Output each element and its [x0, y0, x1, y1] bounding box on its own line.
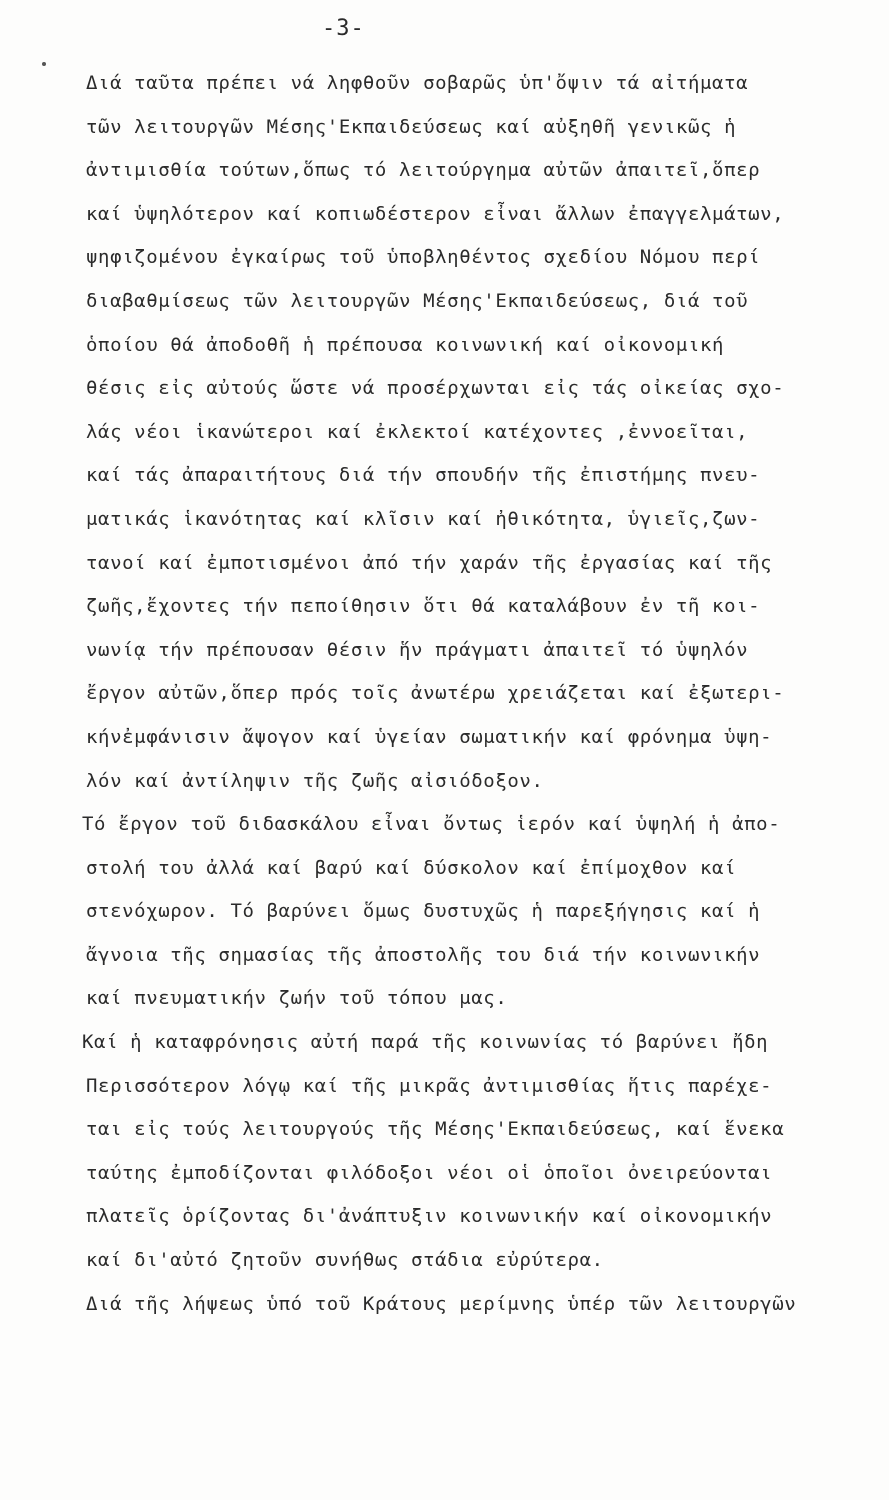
text-line: ται εἰς τούς λειτουργούς τῆς Μέσης'Εκπαιδεύσεως, καί ἕνεκα: [86, 1118, 785, 1141]
text-line: ταύτης ἐμποδίζονται φιλόδοξοι νέοι οἱ ὁποῖοι ὀνειρεύονται: [86, 1161, 773, 1184]
text-line: λάς νέοι ἱκανώτεροι καί ἐκλεκτοί κατέχοντες ,ἐννοεῖται,: [86, 420, 749, 443]
text-line: ἀντιμισθία τούτων,ὅπως τό λειτούργημα αὐτῶν ἀπαιτεῖ,ὅπερ: [86, 159, 761, 182]
paragraph-start-line: Τό ἔργον τοῦ διδασκάλου εἶναι ὄντως ἱερόν καί ὑψηλή ἡ ἀπο-: [82, 813, 781, 836]
text-line: ψηφιζομένου ἐγκαίρως τοῦ ὑποβληθέντος σχεδίου Νόμου περί: [86, 246, 761, 269]
text-line: καί τάς ἀπαραιτήτους διά τήν σπουδήν τῆς ἐπιστήμης πνευ-: [86, 464, 761, 487]
text-line: τῶν λειτουργῶν Μέσης'Εκπαιδεύσεως καί αὐξηθῆ γενικῶς ἡ: [86, 115, 737, 138]
text-line: ἔργον αὐτῶν,ὅπερ πρός τοῖς ἀνωτέρω χρειάζεται καί ἐξωτερι-: [86, 682, 785, 705]
paragraph-start-line: Διά τῆς λήψεως ὑπό τοῦ Κράτους μερίμνης ὑπέρ τῶν λειτουργῶν: [86, 1292, 797, 1315]
text-line: πλατεῖς ὁρίζοντας δι'ἀνάπτυξιν κοινωνικήν καί οἰκονομικήν: [86, 1205, 773, 1228]
text-line: τανοί καί ἐμποτισμένοι ἀπό τήν χαράν τῆς ἐργασίας καί τῆς: [86, 551, 773, 574]
paragraph-start-line: Καί ἡ καταφρόνησις αὐτή παρά τῆς κοινωνίας τό βαρύνει ἤδη: [82, 1031, 769, 1054]
text-line: λόν καί ἀντίληψιν τῆς ζωῆς αἰσιόδοξον.: [86, 769, 544, 792]
text-line: ἄγνοια τῆς σημασίας τῆς ἀποστολῆς του διά τήν κοινωνικήν: [86, 943, 761, 966]
text-line: καί ὑψηλότερον καί κοπιωδέστερον εἶναι ἄλλων ἐπαγγελμάτων,: [86, 202, 785, 225]
text-line: Περισσότερον λόγῳ καί τῆς μικρᾶς ἀντιμισθίας ἥτις παρέχε-: [86, 1074, 773, 1097]
text-line: θέσις εἰς αὐτούς ὥστε νά προσέρχωνται εἰς τάς οἰκείας σχο-: [86, 377, 785, 400]
text-line: Διά ταῦτα πρέπει νά ληφθοῦν σοβαρῶς ὑπ'ὄψιν τά αἰτήματα: [86, 72, 749, 94]
text-line: ματικάς ἱκανότητας καί κλῖσιν καί ἠθικότητα, ὑγιεῖς,ζων-: [86, 507, 761, 530]
text-line: νωνίᾳ τήν πρέπουσαν θέσιν ἥν πράγματι ἀπαιτεῖ τό ὑψηλόν: [86, 638, 749, 661]
text-line: κήνἐμφάνισιν ἄψογον καί ὑγείαν σωματικήν καί φρόνημα ὑψη-: [86, 725, 773, 748]
page-number: -3-: [322, 16, 365, 41]
text-line: διαβαθμίσεως τῶν λειτουργῶν Μέσης'Εκπαιδεύσεως, διά τοῦ: [86, 289, 749, 312]
margin-mark: [42, 62, 46, 66]
text-line: καί δι'αὐτό ζητοῦν συνήθως στάδια εὐρύτερα.: [86, 1249, 604, 1272]
text-line: ὁποίου θά ἀποδοθῆ ἡ πρέπουσα κοινωνική καί οἰκονομική: [86, 333, 725, 356]
text-line: στολή του ἀλλά καί βαρύ καί δύσκολον καί ἐπίμοχθον καί: [86, 856, 737, 879]
text-line: καί πνευματικήν ζωήν τοῦ τόπου μας.: [86, 987, 508, 1010]
text-line: ζωῆς,ἔχοντες τήν πεποίθησιν ὅτι θά καταλάβουν ἐν τῆ κοι-: [86, 595, 761, 618]
document-body: [82, 62, 876, 1326]
text-line: στενόχωρον. Τό βαρύνει ὅμως δυστυχῶς ἡ παρεξήγησις καί ἡ: [86, 900, 761, 923]
